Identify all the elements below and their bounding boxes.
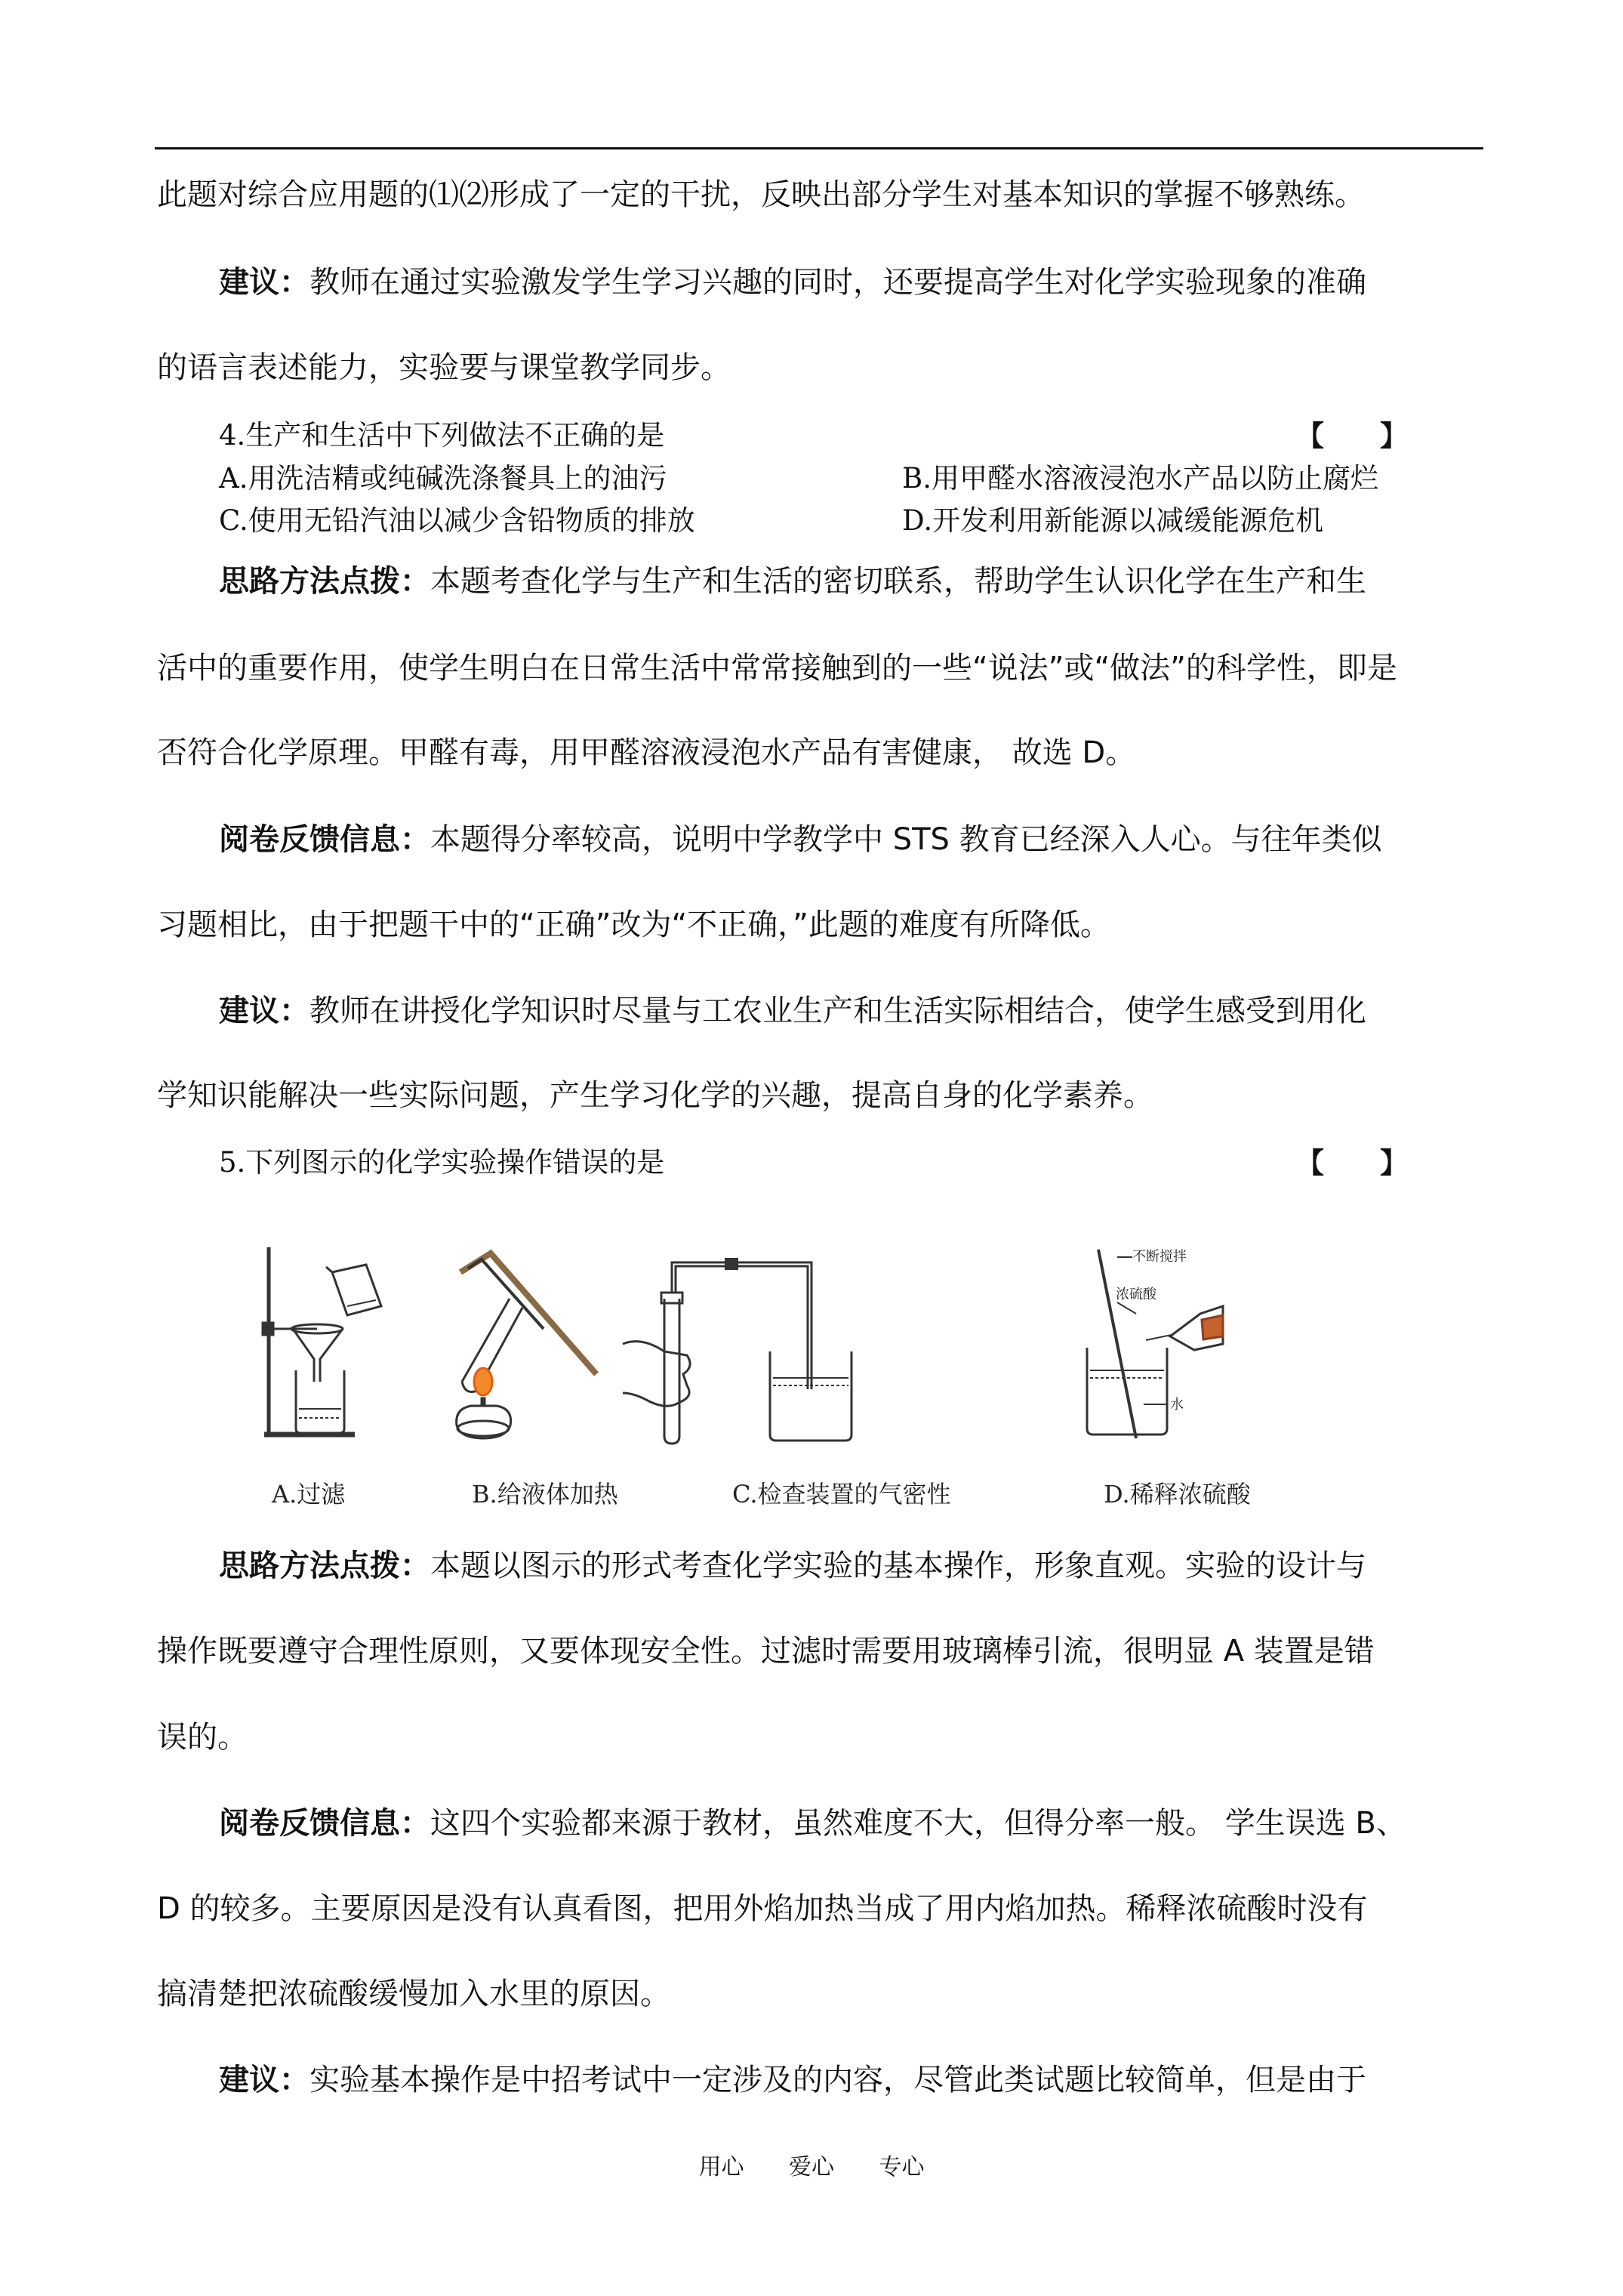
- experiment-figure: [242, 1231, 1306, 1525]
- caption-b: B.给液体加热: [472, 1480, 618, 1509]
- analysis-label: 思路方法点拨：: [219, 564, 430, 599]
- option-a: A.用洗洁精或纯碱洗涤餐具上的油污: [219, 462, 667, 495]
- paragraph-line: [219, 821, 1548, 858]
- advice-label: 建议：: [219, 994, 310, 1028]
- option-b: B.用甲醛水溶液浸泡水产品以防止腐烂: [902, 462, 1378, 495]
- paragraph-line: [219, 1805, 1548, 1841]
- header-rule: [155, 147, 1483, 149]
- analysis-text: 本题考查化学与生产和生活的密切联系，帮助学生认识化学在生产和生: [430, 564, 1366, 599]
- paragraph-line: 活中的重要作用，使学生明白在日常生活中常常接触到的一些“说法”或“做法”的科学性，即是: [157, 651, 1397, 686]
- paragraph-line: 搞清楚把浓硫酸缓慢加入水里的原因。: [157, 1977, 670, 2011]
- feedback-text: 本题得分率较高，说明中学教学中 STS 教育已经深入人心。与往年类似: [430, 822, 1382, 857]
- option-c: C.使用无铅汽油以减少含铅物质的排放: [219, 504, 695, 537]
- advice-text: 实验基本操作是中招考试中一定涉及的内容，尽管此类试题比较简单，但是由于: [310, 2063, 1366, 2097]
- advice-text: 教师在讲授化学知识时尽量与工农业生产和生活实际相结合，使学生感受到用化: [310, 994, 1366, 1028]
- heating-liquid-illustration: [457, 1253, 596, 1438]
- question-5-stem: [219, 1145, 1548, 1181]
- paragraph-line: [219, 1548, 1548, 1584]
- feedback-label: 阅卷反馈信息：: [219, 822, 430, 857]
- question-stem-text: 5.下列图示的化学实验操作错误的是: [219, 1146, 665, 1179]
- advice-text: 教师在通过实验激发学生学习兴趣的同时，还要提高学生对化学实验现象的准确: [310, 265, 1366, 300]
- advice-label: 建议：: [219, 2063, 310, 2097]
- paragraph-line: 此题对综合应用题的⑴⑵形成了一定的干扰，反映出部分学生对基本知识的掌握不够熟练。: [157, 177, 1365, 212]
- answer-bracket: 【 】: [1296, 419, 1408, 452]
- label-acid: 浓硫酸: [1116, 1287, 1156, 1302]
- filtration-illustration: [263, 1247, 381, 1435]
- feedback-text: 这四个实验都来源于教材，虽然难度不大，但得分率一般。 学生误选 B、: [430, 1806, 1406, 1841]
- caption-d: D.稀释浓硫酸: [1104, 1480, 1251, 1509]
- paragraph-line: D 的较多。主要原因是没有认真看图，把用外焰加热当成了用内焰加热。稀释浓硫酸时没有: [157, 1891, 1368, 1926]
- paragraph-line: 否符合化学原理。甲醛有毒，用甲醛溶液浸泡水产品有害健康， 故选 D。: [157, 735, 1136, 770]
- paragraph-line: [219, 993, 1548, 1029]
- feedback-label: 阅卷反馈信息：: [219, 1806, 430, 1841]
- analysis-label: 思路方法点拨：: [219, 1549, 430, 1583]
- option-d: D.开发利用新能源以减缓能源危机: [902, 504, 1324, 537]
- question-4-stem: [219, 418, 1548, 454]
- answer-bracket: 【 】: [1296, 1146, 1408, 1179]
- label-water: 水: [1170, 1397, 1184, 1413]
- caption-a: A.过滤: [272, 1480, 346, 1509]
- caption-c: C.检查装置的气密性: [732, 1480, 951, 1509]
- question-stem-text: 4.生产和生活中下列做法不正确的是: [219, 419, 665, 451]
- paragraph-line: [219, 264, 1548, 300]
- advice-label: 建议：: [219, 265, 310, 300]
- question-4-options-row-1: [219, 461, 1548, 497]
- paragraph-line: [219, 563, 1548, 599]
- paragraph-line: 操作既要遵守合理性原则，又要体现安全性。过滤时需要用玻璃棒引流，很明显 A 装置是错: [157, 1634, 1375, 1669]
- paragraph-line: 习题相比，由于把题干中的“正确”改为“不正确，”此题的难度有所降低。: [157, 908, 1110, 942]
- label-stir: 不断搅拌: [1132, 1249, 1187, 1265]
- paragraph-line: [219, 2062, 1548, 2098]
- airtightness-check-illustration: [623, 1258, 852, 1444]
- question-4-options-row-2: [219, 503, 1548, 539]
- dilution-illustration: [1087, 1249, 1223, 1438]
- paragraph-line: 学知识能解决一些实际问题，产生学习化学的兴趣，提高自身的化学素养。: [157, 1078, 1153, 1113]
- analysis-text: 本题以图示的形式考查化学实验的基本操作，形象直观。实验的设计与: [430, 1549, 1366, 1583]
- paragraph-line: 误的。: [157, 1720, 248, 1755]
- paragraph-line: 的语言表述能力，实验要与课堂教学同步。: [157, 350, 731, 385]
- page-footer: 用心 爱心 专心: [698, 2154, 925, 2180]
